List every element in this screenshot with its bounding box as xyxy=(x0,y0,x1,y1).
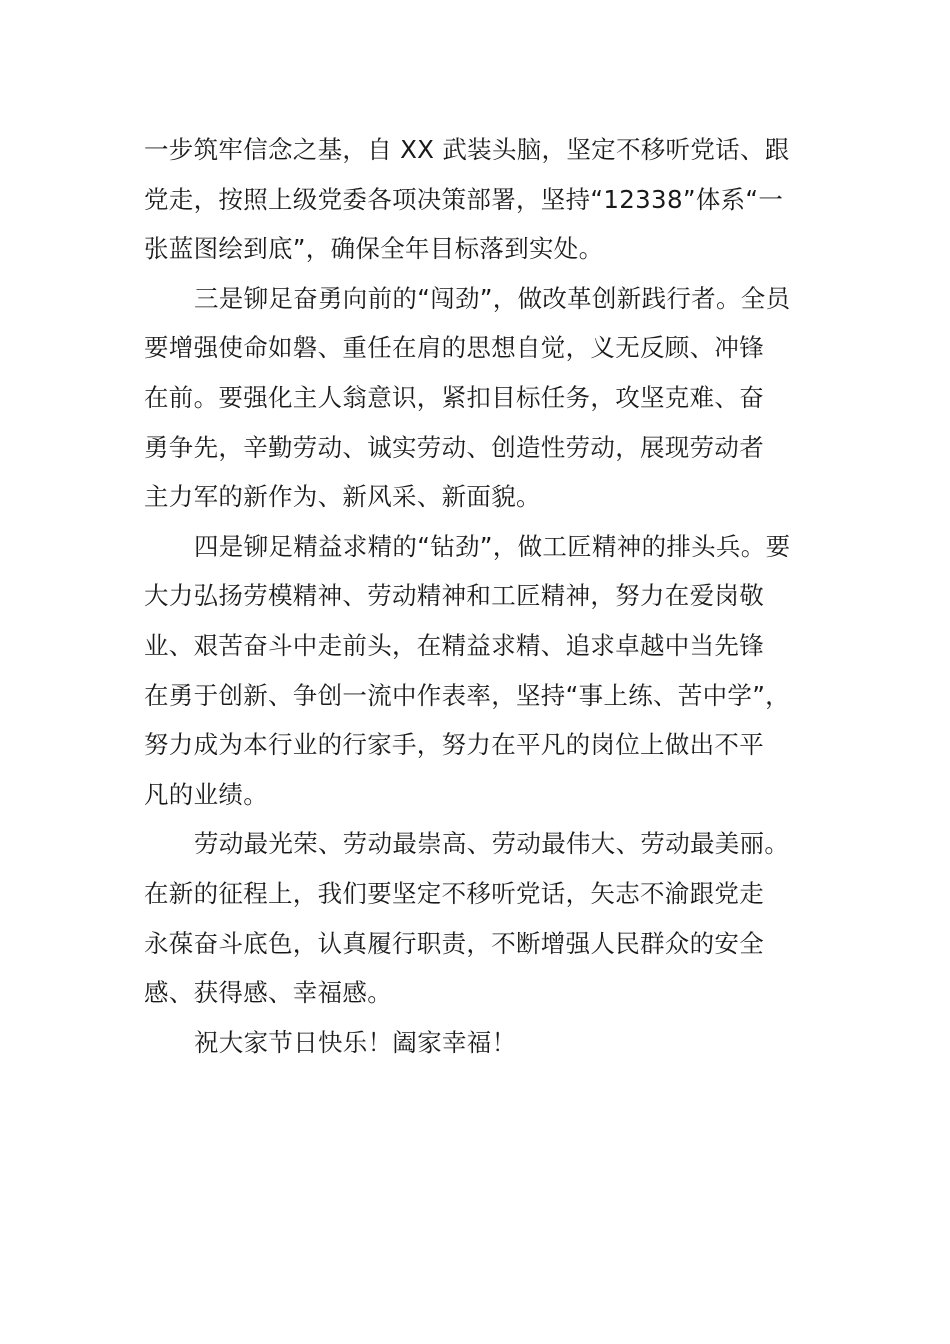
text-line: 党走，按照上级党委各项决策部署，坚持“12338”体系“一 xyxy=(144,184,784,214)
text-line: 在勇于创新、争创一流中作表率，坚持“事上练、苦中学”， xyxy=(144,680,790,710)
text-line: 努力成为本行业的行家手，努力在平凡的岗位上做出不平 xyxy=(144,730,764,760)
text-line: 在前。要强化主人翁意识，紧扣目标任务，攻坚克难、奋 xyxy=(144,382,764,412)
text-line: 在新的征程上，我们要坚定不移听党话，矢志不渝跟党走 xyxy=(144,878,764,908)
text-line: 张蓝图绘到底”，确保全年目标落到实处。 xyxy=(144,234,604,264)
text-line: 感、获得感、幸福感。 xyxy=(144,978,392,1008)
paragraph-start-line: 祝大家节日快乐！阖家幸福！ xyxy=(194,1027,517,1057)
text-line: 一步筑牢信念之基，自 XX 武装头脑，坚定不移听党话、跟 xyxy=(144,135,790,164)
text-line: 凡的业绩。 xyxy=(144,779,268,809)
text-line: 主力军的新作为、新风采、新面貌。 xyxy=(144,482,541,512)
paragraph-start-line: 三是铆足奋勇向前的“闯劲”，做改革创新践行者。全员 xyxy=(194,283,791,313)
text-line: 永葆奋斗底色，认真履行职责，不断增强人民群众的安全 xyxy=(144,928,764,958)
text-line: 业、艰苦奋斗中走前头，在精益求精、追求卓越中当先锋 xyxy=(144,630,764,660)
document-body xyxy=(144,125,824,1067)
text-line: 要增强使命如磐、重任在肩的思想自觉，义无反顾、冲锋 xyxy=(144,333,764,363)
text-line: 大力弘扬劳模精神、劳动精神和工匠精神，努力在爱岗敬 xyxy=(144,581,764,611)
paragraph-start-line: 四是铆足精益求精的“钻劲”，做工匠精神的排头兵。要 xyxy=(194,531,791,561)
paragraph-start-line: 劳动最光荣、劳动最崇高、劳动最伟大、劳动最美丽。 xyxy=(194,829,790,859)
text-line: 勇争先，辛勤劳动、诚实劳动、创造性劳动，展现劳动者 xyxy=(144,432,764,462)
